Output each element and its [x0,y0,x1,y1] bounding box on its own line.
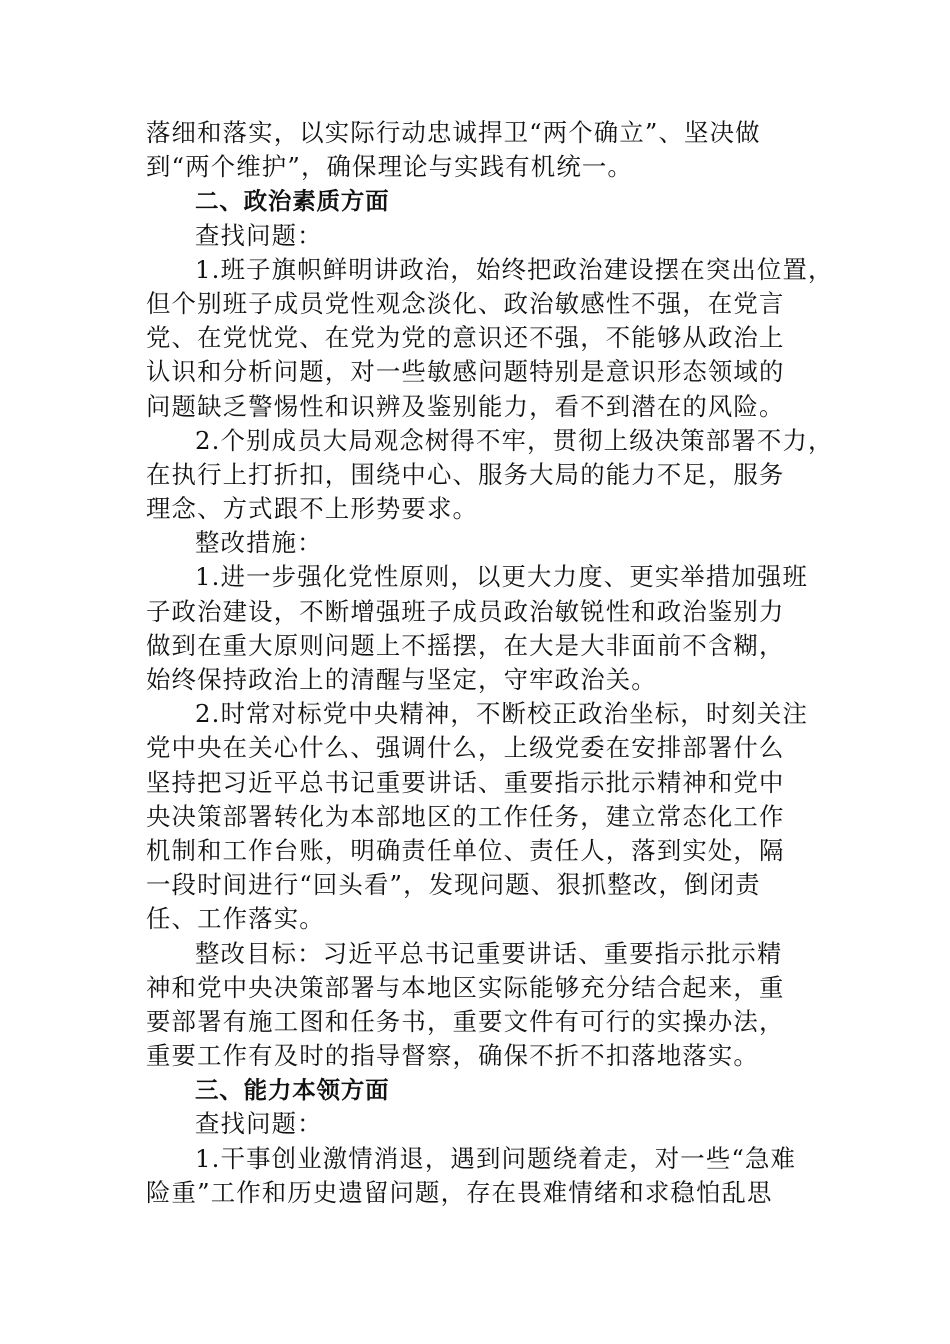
section-heading: 三、能力本领方面 [195,1076,390,1105]
text-line: 要部署有施工图和任务书，重要文件有可行的实操办法， [146,1006,785,1036]
text-line: 神和党中央决策部署与本地区实际能够充分结合起来，重 [146,972,785,1002]
text-line: 央决策部署转化为本部地区的工作任务，建立常态化工作 [146,801,785,831]
text-line: 机制和工作台账，明确责任单位、责任人，落到实处，隔 [146,835,785,865]
text-line: 一段时间进行“回头看”，发现问题、狠抓整改，倒闭责 [146,870,761,900]
text-line: 始终保持政治上的清醒与坚定，守牢政治关。 [146,665,657,694]
text-line: 1.班子旗帜鲜明讲政治，始终把政治建设摆在突出位置， [195,254,834,284]
text-line: 2.时常对标党中央精神，不断校正政治坐标，时刻关注 [195,699,809,729]
section-heading: 二、政治素质方面 [195,187,390,216]
text-line: 2.个别成员大局观念树得不牢，贯彻上级决策部署不力， [195,425,834,455]
text-line: 但个别班子成员党性观念淡化、政治敏感性不强，在党言 [146,288,785,318]
text-line: 任、工作落实。 [146,904,325,934]
text-line: 问题缺乏警惕性和识辨及鉴别能力，看不到潜在的风险。 [146,391,785,421]
text-line: 险重”工作和历史遗留问题，存在畏难情绪和求稳怕乱思 [146,1177,773,1207]
text-line: 认识和分析问题，对一些敏感问题特别是意识形态领域的 [146,357,785,387]
text-line: 1.进一步强化党性原则，以更大力度、更实举措加强班 [195,562,809,592]
text-line: 理念、方式跟不上形势要求。 [146,494,479,524]
text-line: 1.干事创业激情消退，遇到问题绕着走，对一些“急难 [195,1143,797,1173]
text-line: 查找问题： [195,1109,323,1139]
text-line: 子政治建设，不断增强班子成员政治敏锐性和政治鉴别力 [146,596,785,626]
text-line: 查找问题： [195,220,323,250]
text-line: 坚持把习近平总书记重要讲话、重要指示批示精神和党中 [146,767,785,797]
text-line: 到“两个维护”，确保理论与实践有机统一。 [146,152,633,182]
text-line: 落细和落实，以实际行动忠诚捍卫“两个确立”、坚决做 [146,118,761,147]
text-line: 党中央在关心什么、强调什么，上级党委在安排部署什么 [146,733,785,763]
text-line: 整改目标：习近平总书记重要讲话、重要指示批示精 [195,938,783,968]
text-line: 重要工作有及时的指导督察，确保不折不扣落地落实。 [146,1041,759,1071]
text-line: 在执行上打折扣，围绕中心、服务大局的能力不足，服务 [146,459,785,489]
text-line: 做到在重大原则问题上不摇摆，在大是大非面前不含糊， [146,630,785,660]
text-line: 党、在党忧党、在党为党的意识还不强，不能够从政治上 [146,323,785,353]
document-body [146,116,834,1210]
text-line: 整改措施： [195,528,323,558]
